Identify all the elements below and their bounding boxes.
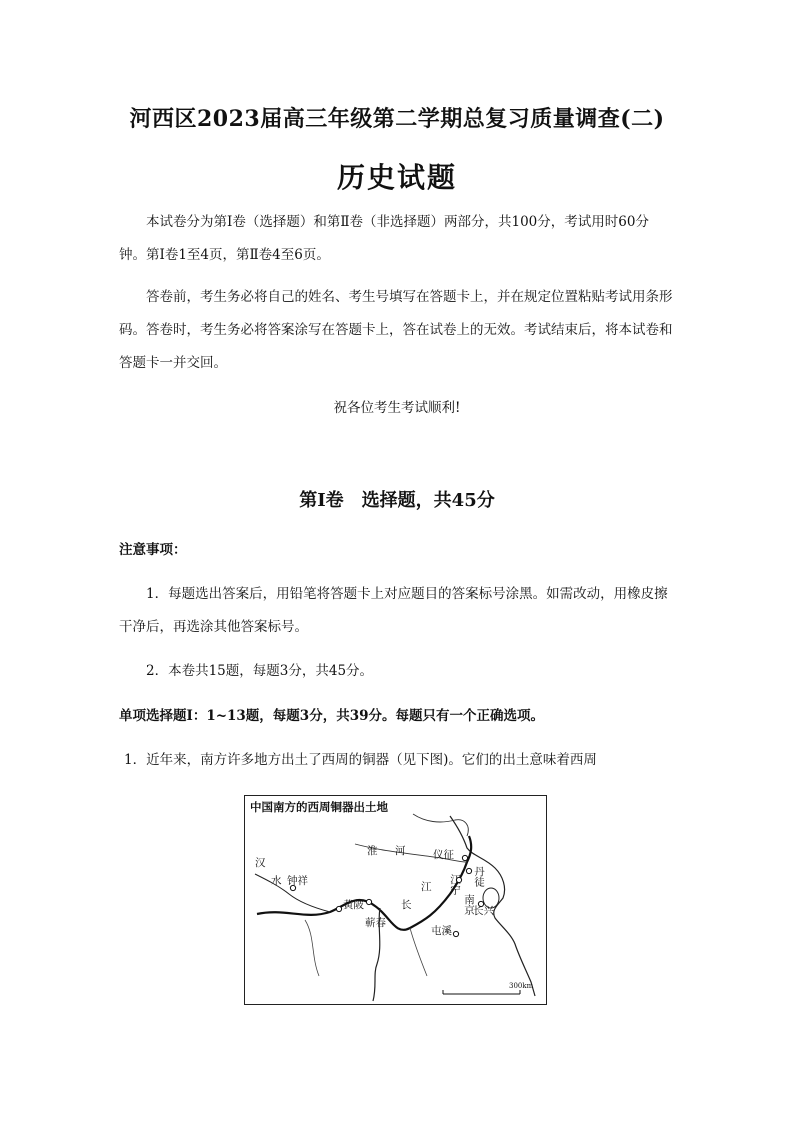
label-yizheng: 仪征 [433,849,454,861]
label-huai: 淮 [367,845,378,857]
question-1: 1．近年来，南方许多地方出土了西周的铜器（见下图)。它们的出土意味着西周 [124,752,597,768]
bronze-sites-map [244,795,547,1005]
label-jiang: 江 [421,881,432,893]
site-huangpi [336,906,341,911]
label-scale: 300km [509,982,534,990]
section-title: 第Ⅰ卷 选择题，共45分 [299,490,495,511]
label-zhongxiang: 钟祥 [287,875,308,887]
page-subtitle: 历史试题 [336,161,457,194]
wish-line: 祝各位考生考试顺利! [333,400,461,416]
map-drawing [245,796,545,1003]
site-tunxi [453,931,458,936]
label-huangpi: 黄陂 [343,899,364,911]
label-changxing: 长兴 [473,905,494,917]
site-dantu [466,868,471,873]
eastern-tributary [410,928,427,976]
notes-heading: 注意事项： [119,542,187,558]
label-chang: 长 [401,899,412,911]
label-shui: 水 [271,875,282,887]
intro-paragraph-1: 本试卷分为第Ⅰ卷（选择题）和第Ⅱ卷（非选择题）两部分，共100分，考试用时60分钟。第Ⅰ卷1至4页，第Ⅱ卷4至6页。 [119,214,649,263]
site-qichun [366,899,371,904]
site-yizheng [462,855,467,860]
label-nanjing: 南京 [463,894,475,915]
note-2: 2．本卷共15题，每题3分，共45分。 [146,663,374,679]
label-dantu: 丹徒 [473,866,485,887]
page-title: 河西区2023届高三年级第二学期总复习质量调查(二) [129,106,665,132]
label-he: 河 [395,845,406,857]
label-jiangning: 江宁 [449,874,461,895]
western-tributary [305,920,319,976]
note-1: 1．每题选出答案后，用铅笔将答题卡上对应题目的答案标号涂黑。如需改动，用橡皮擦干净后，再选涂其他答案标号。 [119,586,668,635]
label-han: 汉 [255,857,266,869]
label-tunxi: 屯溪 [431,925,452,937]
instruction-line: 单项选择题Ⅰ：1~13题，每题3分，共39分。每题只有一个正确选项。 [119,708,544,724]
map-title: 中国南方的西周铜器出土地 [250,800,388,814]
intro-paragraph-2: 答卷前，考生务必将自己的姓名、考生号填写在答题卡上，并在规定位置粘贴考试用条形码。答卷时，考生务必将答案涂写在答题卡上，答在试卷上的无效。考试结束后，将本试卷和答题卡一并交回。 [119,289,673,371]
label-qichun: 蕲春 [365,917,386,929]
